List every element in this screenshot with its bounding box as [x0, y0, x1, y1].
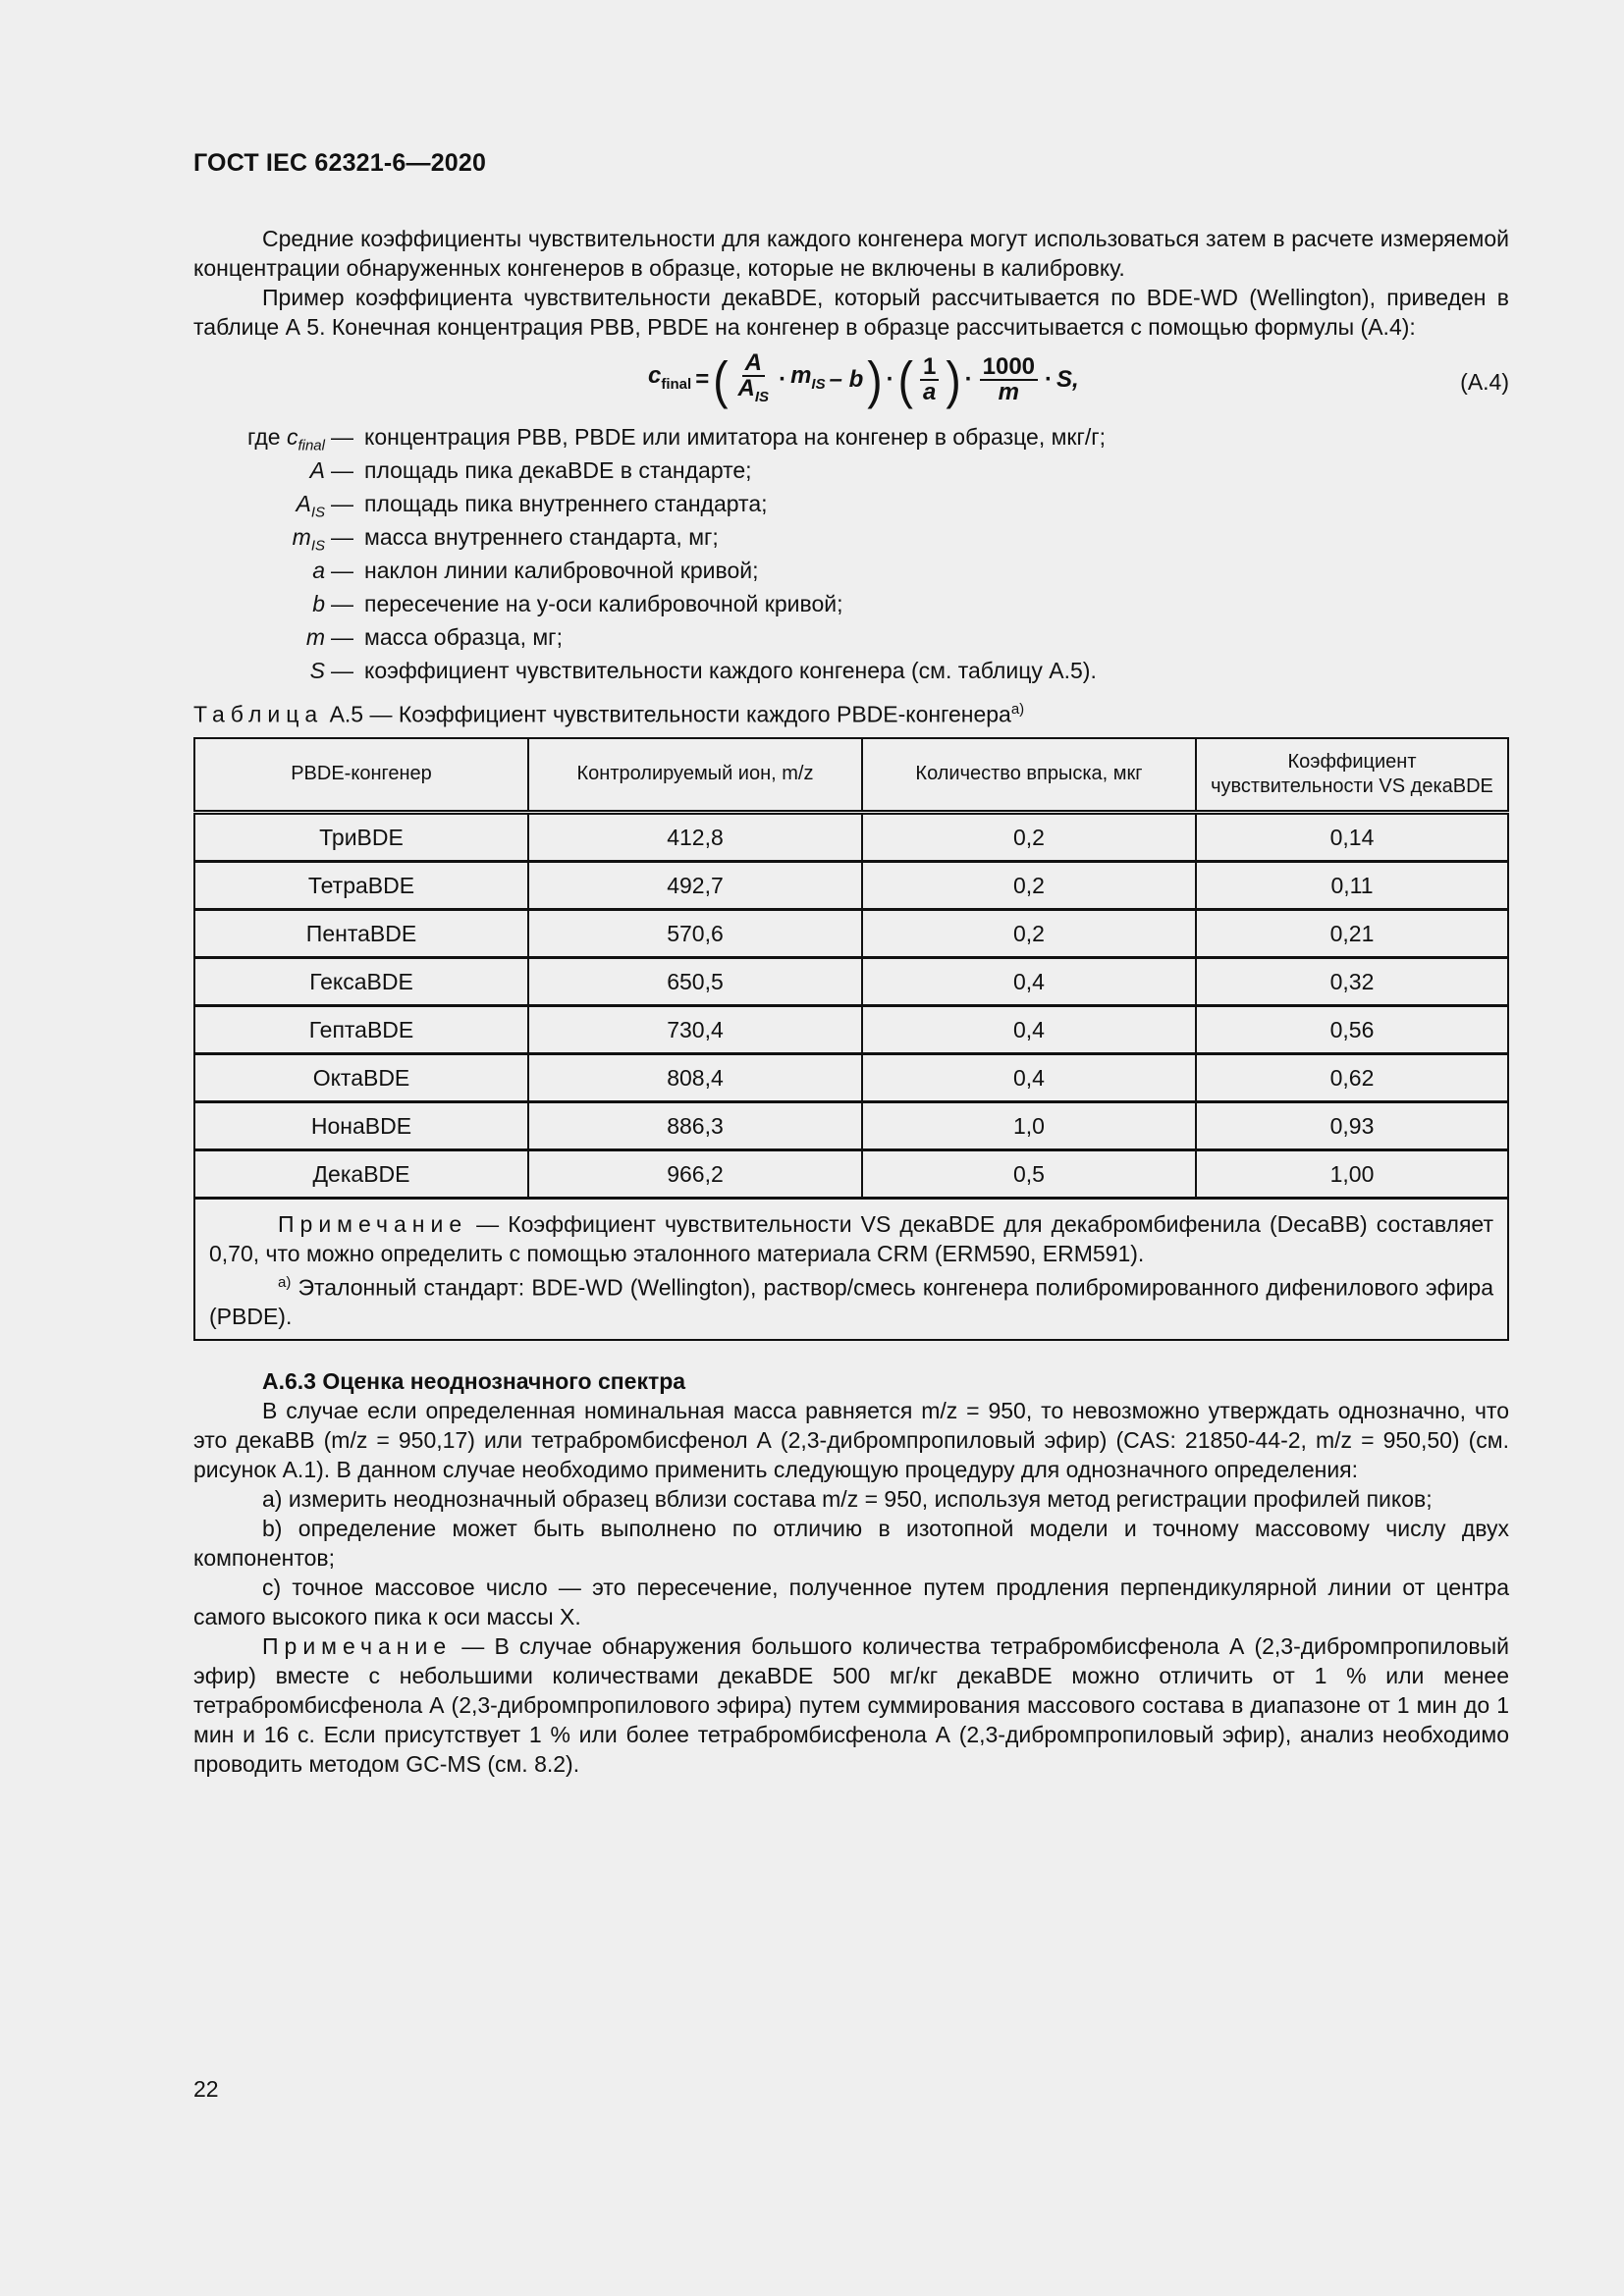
fraction-one-over-a — [920, 355, 939, 404]
table-cell: 0,62 — [1196, 1053, 1508, 1101]
table-cell: 0,11 — [1196, 861, 1508, 909]
definition-row — [193, 489, 1509, 522]
formula-expression: $c_{final}$ = ( $\frac{A}{A_{IS}}$ · $m_{IS}$ – b ) · ( $\frac{1}{a}$ ) · $\frac{1000}{m}$ · S, — [648, 349, 1079, 410]
definition-dash: — — [331, 558, 353, 583]
fraction-1000-over-m — [980, 355, 1038, 404]
formula-m-is-sub: IS — [811, 375, 826, 393]
table-cell: ГексаBDE — [194, 957, 528, 1005]
definition-row — [193, 455, 1509, 489]
table-footnote-text: Эталонный стандарт: BDE-WD (Wellington), раствор/смесь конгенера полибромированного дифенилового эфира (PBDE). — [209, 1274, 1493, 1330]
table-cell: 570,6 — [528, 909, 862, 957]
definition-text: масса образца, мг; — [364, 624, 563, 650]
section-paragraph: В случае если определенная номинальная масса равняется m/z = 950, то невозможно утверждать однозначно, что это декаBB (m/z = 950,17) или тетрабромбисфенол А (2,3-дибромпропиловый эфир) (CAS: 21850-44-2, m/z = 950,50) (см. рисунок А.1). В данном случае необходимо применить следующую процедуру для однозначного определения: — [193, 1398, 1509, 1483]
table-cell: 0,4 — [862, 957, 1196, 1005]
formula-lhs-sub: final — [661, 375, 692, 393]
intro-paragraph-1: Средние коэффициенты чувствительности для каждого конгенера могут использоваться затем в расчете измеряемой концентрации обнаруженных конгенеров в образце, которые не включены в калибровку. — [193, 226, 1509, 281]
fraction-1-numerator: A — [742, 351, 765, 377]
definition-dash: — — [331, 424, 353, 450]
definition-row — [193, 556, 1509, 589]
table-cell: 886,3 — [528, 1101, 862, 1149]
table-row — [194, 812, 1508, 861]
table-footnote-mark: a) — [278, 1273, 292, 1291]
table-cell: 0,2 — [862, 861, 1196, 909]
table-caption-footnote-mark: a) — [1010, 701, 1025, 718]
table-cell: 0,2 — [862, 909, 1196, 957]
column-header-congener: PBDE-конгенер — [194, 738, 528, 813]
fraction-a-over-ais — [735, 351, 773, 409]
table-cell: НонаBDE — [194, 1101, 528, 1149]
definition-symbol: S — [309, 658, 325, 683]
table-cell: 808,4 — [528, 1053, 862, 1101]
formula-a4 — [193, 349, 1509, 418]
definition-dash: — — [331, 658, 353, 683]
definition-dash: — — [331, 624, 353, 650]
table-caption-text: А.5 — Коэффициент чувствительности каждого PBDE-конгенера — [323, 701, 1011, 727]
definition-symbol-sub: final — [298, 437, 325, 454]
section-note — [193, 1631, 1509, 1779]
definition-row — [193, 622, 1509, 656]
table-cell: ДекаBDE — [194, 1149, 528, 1198]
formula-m-is: m — [790, 362, 812, 389]
definition-symbol: a — [312, 558, 325, 583]
definition-text: площадь пика декаBDE в стандарте; — [364, 457, 752, 483]
definition-row — [193, 522, 1509, 556]
variable-definitions — [193, 422, 1509, 689]
table-row — [194, 909, 1508, 957]
formula-s: S, — [1056, 366, 1079, 394]
fraction-3-denominator: m — [998, 379, 1019, 406]
definition-text: коэффициент чувствительности каждого конгенера (см. таблицу А.5). — [364, 658, 1097, 683]
table-row — [194, 1053, 1508, 1101]
table-cell: ТриBDE — [194, 812, 528, 861]
table-cell: 412,8 — [528, 812, 862, 861]
table-cell: 0,56 — [1196, 1005, 1508, 1053]
definition-row — [193, 422, 1509, 455]
section-note-label: Примечание — [262, 1633, 453, 1660]
definition-symbol: m — [292, 524, 311, 550]
table-caption-label: Таблица — [193, 701, 324, 727]
fraction-3-numerator: 1000 — [980, 355, 1038, 381]
response-factor-table — [193, 737, 1509, 1342]
table-cell: 0,93 — [1196, 1101, 1508, 1149]
table-cell: 0,32 — [1196, 957, 1508, 1005]
page-content — [193, 224, 1509, 1779]
table-cell: ОктаBDE — [194, 1053, 528, 1101]
table-cell: 0,4 — [862, 1005, 1196, 1053]
definition-row — [193, 656, 1509, 689]
table-cell: 730,4 — [528, 1005, 862, 1053]
definition-symbol-sub: IS — [310, 504, 325, 521]
definition-symbol: b — [312, 591, 325, 616]
procedure-step-a: a) измерить неоднозначный образец вблизи состава m/z = 950, используя метод регистрации профилей пиков; — [262, 1486, 1433, 1513]
table-row — [194, 957, 1508, 1005]
table-note-cell — [194, 1198, 1508, 1340]
definition-symbol: m — [305, 624, 325, 650]
table-cell: 0,14 — [1196, 812, 1508, 861]
table-cell: ГептаBDE — [194, 1005, 528, 1053]
table-cell: 492,7 — [528, 861, 862, 909]
column-header-monitored-ion: Контролируемый ион, m/z — [528, 738, 862, 813]
definition-dash: — — [331, 524, 353, 550]
table-header-row — [194, 738, 1508, 813]
standard-designation: ГОСТ IEC 62321-6—2020 — [193, 149, 487, 177]
section-heading: А.6.3 Оценка неоднозначного спектра — [262, 1368, 686, 1395]
table-cell: 0,5 — [862, 1149, 1196, 1198]
definition-text: наклон линии калибровочной кривой; — [364, 558, 759, 583]
table-note-row — [194, 1198, 1508, 1340]
procedure-step-b: b) определение может быть выполнено по отличию в изотопной модели и точному массовому числу двух компонентов; — [193, 1516, 1509, 1572]
definition-dash: — — [331, 591, 353, 616]
fraction-2-numerator: 1 — [920, 355, 939, 381]
section-note-text: — В случае обнаружения большого количества тетрабромбисфенола А (2,3-дибромпропиловый эфир) вместе с небольшими количествами декаBDE 500 мг/кг декаBDE можно отличить от 1 % или менее тетрабромбисфенола А (2,3-дибромпропилового эфира) путем суммирования массового состава в диапазоне от 1 мин до 1 мин и 16 с. Если присутствует 1 % или более тетрабромбисфенола А (2,3-дибромпропиловый эфир), анализ необходимо проводить методом GC-MS (см. 8.2). — [193, 1633, 1509, 1778]
table-cell: 0,21 — [1196, 909, 1508, 957]
definition-row — [193, 589, 1509, 622]
definition-dash: — — [331, 491, 353, 516]
definition-dash: — — [331, 457, 353, 483]
table-note-text: — Коэффициент чувствительности VS декаBDE для декабромбифенила (DecaBB) составляет 0,70, что можно определить с помощью эталонного материала CRM (ERM590, ERM591). — [209, 1210, 1493, 1266]
procedure-step-c: c) точное массовое число — это пересечение, полученное путем продления перпендикулярной линии от центра самого высокого пика к оси массы X. — [193, 1575, 1509, 1630]
table-cell: ПентаBDE — [194, 909, 528, 957]
equation-number: (А.4) — [1460, 369, 1509, 395]
table-cell: 1,00 — [1196, 1149, 1508, 1198]
table-cell: 1,0 — [862, 1101, 1196, 1149]
column-header-injection-amount: Количество впрыска, мкг — [862, 738, 1196, 813]
definition-symbol: A — [296, 491, 311, 516]
definition-symbol: c — [286, 424, 298, 450]
table-row — [194, 1101, 1508, 1149]
table-row — [194, 1005, 1508, 1053]
where-lead: где — [247, 424, 281, 450]
fraction-2-denominator: a — [922, 379, 937, 406]
table-cell: 0,2 — [862, 812, 1196, 861]
fraction-1-denominator-sub: IS — [754, 388, 770, 405]
table-row — [194, 861, 1508, 909]
table-cell: 966,2 — [528, 1149, 862, 1198]
table-note-label: Примечание — [278, 1210, 468, 1237]
page-number: 22 — [193, 2076, 219, 2102]
formula-minus-b: – b — [829, 366, 864, 394]
definition-symbol-sub: IS — [310, 537, 325, 555]
table-caption — [193, 695, 1509, 729]
column-header-response-factor: Коэффициент чувствительности VS декаBDE — [1196, 738, 1508, 813]
table-cell: 650,5 — [528, 957, 862, 1005]
table-cell: 0,4 — [862, 1053, 1196, 1101]
formula-lhs: c — [648, 362, 662, 389]
definition-text: площадь пика внутреннего стандарта; — [364, 491, 768, 516]
table-cell: ТетраBDE — [194, 861, 528, 909]
table-row — [194, 1149, 1508, 1198]
intro-paragraph-2: Пример коэффициента чувствительности декаBDE, который рассчитывается по BDE-WD (Wellington), приведен в таблице А 5. Конечная концентрация PBB, PBDE на конгенер в образце рассчитывается с помощью формулы (А.4): — [193, 285, 1509, 340]
definition-text: пересечение на y-оси калибровочной кривой; — [364, 591, 843, 616]
definition-symbol: A — [309, 457, 325, 483]
definition-text: масса внутреннего стандарта, мг; — [364, 524, 719, 550]
definition-text: концентрация PBB, PBDE или имитатора на конгенер в образце, мкг/г; — [364, 424, 1107, 450]
fraction-1-denominator: A — [737, 375, 755, 401]
